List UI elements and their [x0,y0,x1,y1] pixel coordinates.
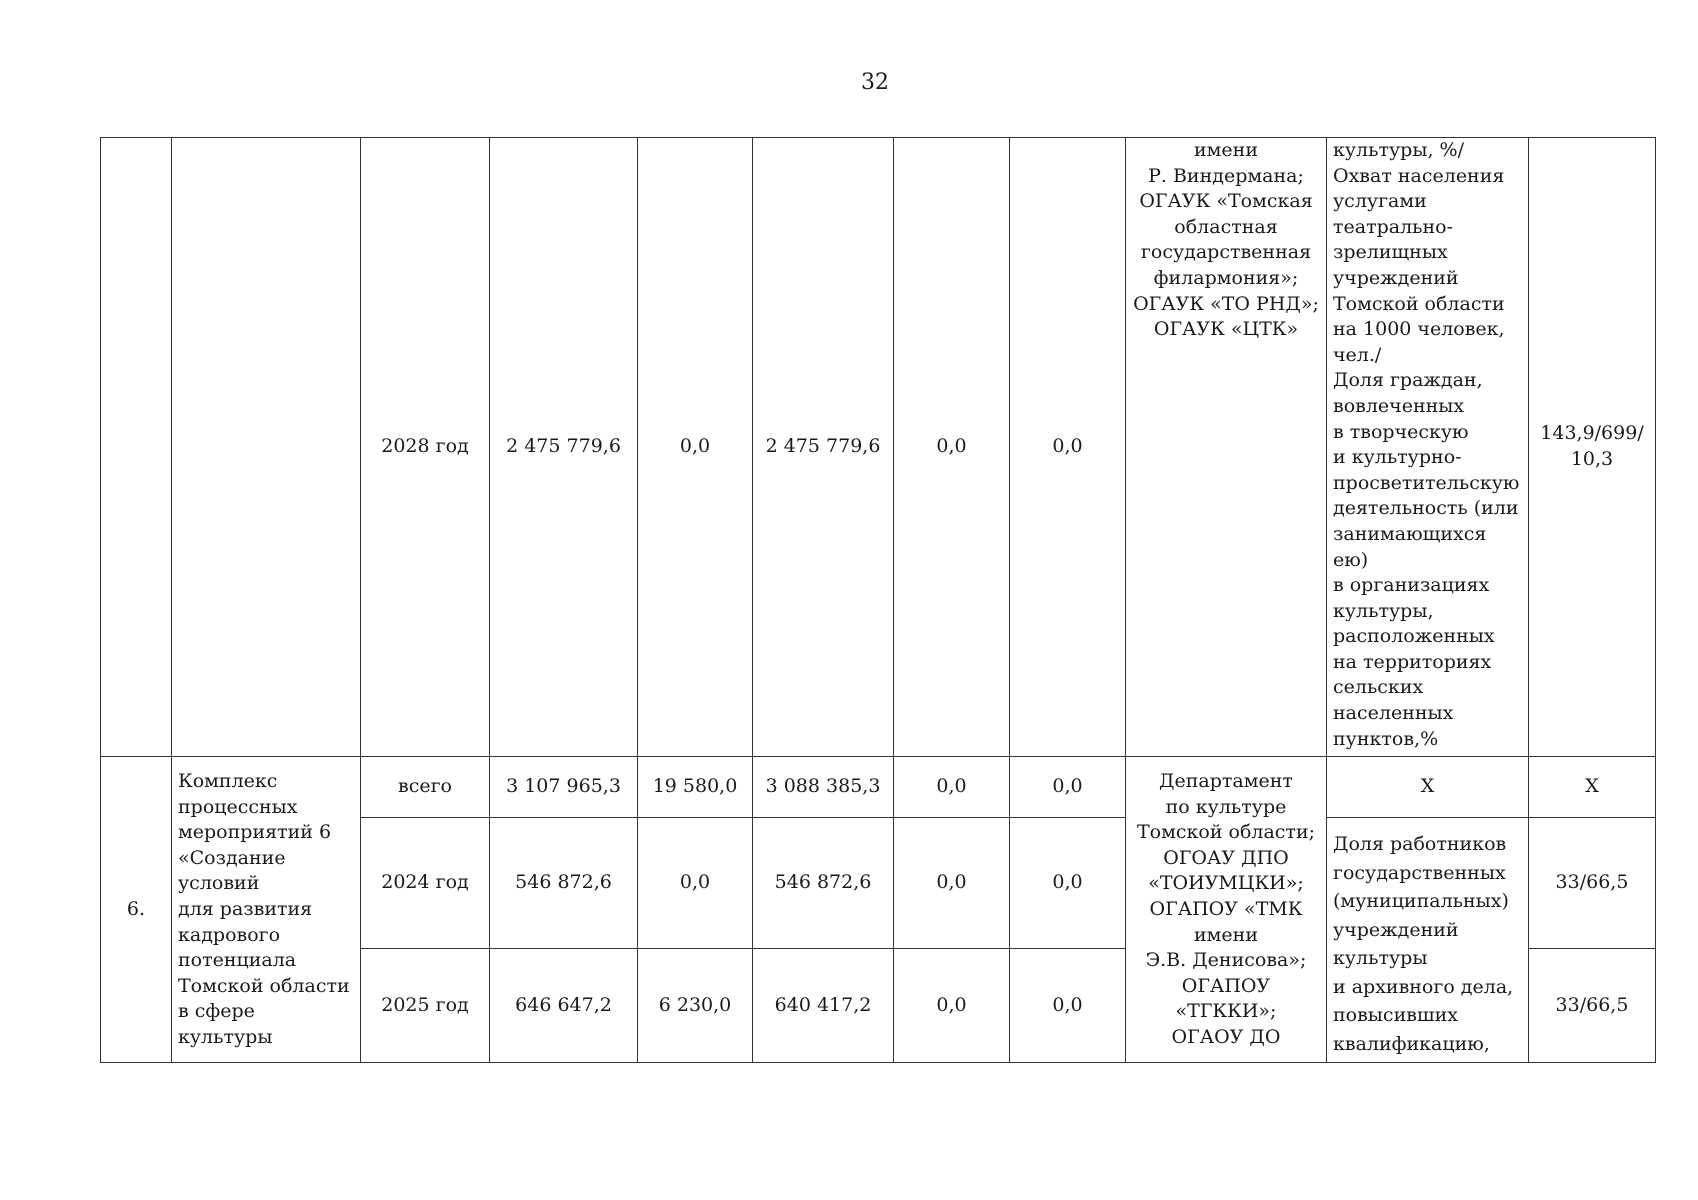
cell-year: 2024 год [361,818,490,949]
cell-indicator-value: 33/66,5 [1529,818,1656,949]
cell-regional: 640 417,2 [753,949,894,1063]
cell-indicator-values: 143,9/699/ 10,3 [1529,138,1656,757]
cell-regional: 3 088 385,3 [753,757,894,818]
cell-number-empty [101,138,172,757]
cell-local: 0,0 [894,138,1010,757]
cell-federal: 0,0 [638,818,753,949]
cell-indicator-value: 33/66,5 [1529,949,1656,1063]
cell-section-name: Комплекс процессных мероприятий 6 «Создание условий для развития кадрового потенциала Томской области в сфере культуры [172,757,361,1063]
cell-other: 0,0 [1010,818,1126,949]
cell-section-number: 6. [101,757,172,1063]
cell-year: 2028 год [361,138,490,757]
cell-total: 546 872,6 [490,818,638,949]
cell-local: 0,0 [894,949,1010,1063]
page-number: 32 [861,70,889,95]
cell-year: 2025 год [361,949,490,1063]
cell-other: 0,0 [1010,757,1126,818]
cell-regional: 546 872,6 [753,818,894,949]
cell-indicators: культуры, %/ Охват населения услугами театрально-зрелищных учреждений Томской области на 1000 человек, чел./ Доля граждан, вовлеченных в творческую и культурно-просветительскую деятельность (или занимающихся ею) в организациях культуры, расположенных на территориях сельских населенных пунктов,% [1327,138,1529,757]
cell-federal: 6 230,0 [638,949,753,1063]
cell-value-x: X [1529,757,1656,818]
cell-regional: 2 475 779,6 [753,138,894,757]
cell-local: 0,0 [894,757,1010,818]
cell-name-empty [172,138,361,757]
cell-total: 2 475 779,6 [490,138,638,757]
cell-section-indicator: Доля работников государственных (муниципальных) учреждений культуры и архивного дела, повысивших квалификацию, [1327,818,1529,1063]
cell-other: 0,0 [1010,949,1126,1063]
cell-federal: 19 580,0 [638,757,753,818]
cell-federal: 0,0 [638,138,753,757]
cell-section-executors: Департамент по культуре Томской области; ОГОАУ ДПО «ТОИУМЦКИ»; ОГАПОУ «ТМК имени Э.В. Денисова»; ОГАПОУ «ТГККИ»; ОГАОУ ДО [1126,757,1327,1063]
cell-local: 0,0 [894,818,1010,949]
cell-total: 3 107 965,3 [490,757,638,818]
table-row-section6-total [101,757,1656,818]
cell-other: 0,0 [1010,138,1126,757]
program-table [100,137,1656,1063]
cell-total: 646 647,2 [490,949,638,1063]
cell-executors: имени Р. Виндермана; ОГАУК «Томская областная государственная филармония»; ОГАУК «ТО РНД»; ОГАУК «ЦТК» [1126,138,1327,757]
table-row-2028 [101,138,1656,757]
cell-year: всего [361,757,490,818]
cell-indicator-x: X [1327,757,1529,818]
